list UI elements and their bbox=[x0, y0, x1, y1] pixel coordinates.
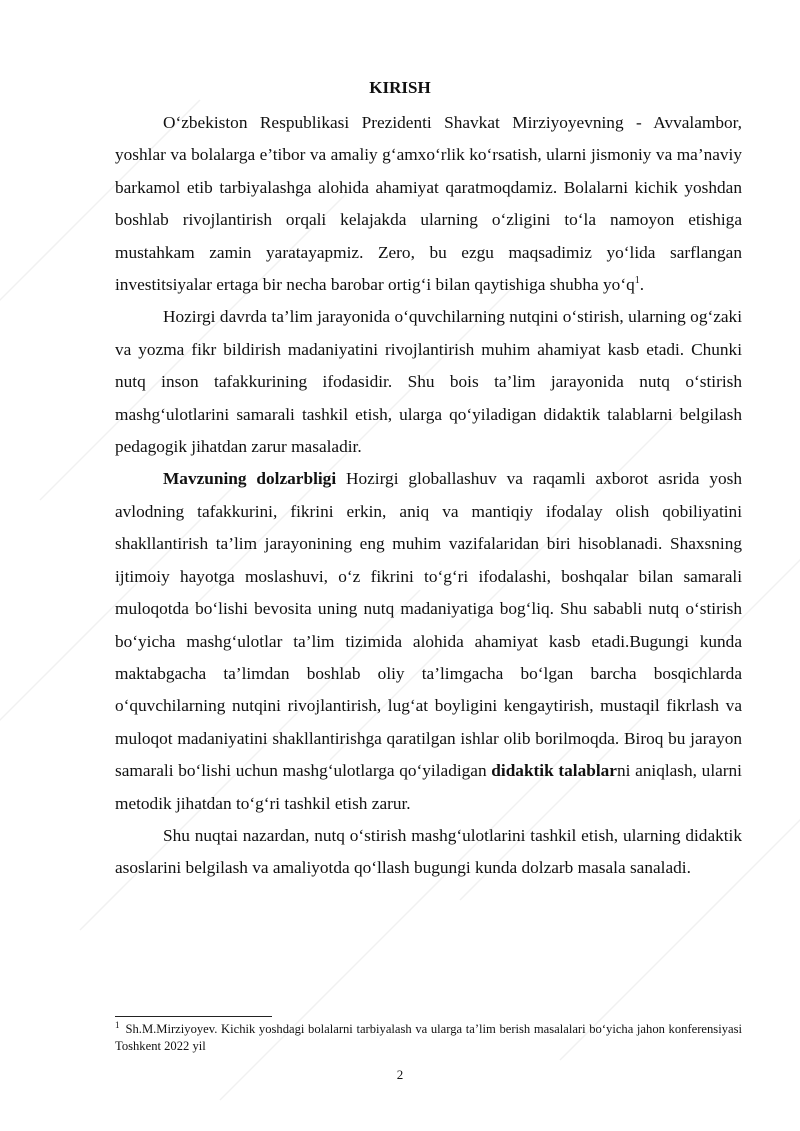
footnote-reference[interactable]: 1 bbox=[634, 275, 640, 287]
page-heading: KIRISH bbox=[369, 78, 431, 97]
relevance-label: Mavzuning dolzarbligi bbox=[163, 469, 337, 489]
relevance-text-b: ni aniqlash, ularni metodik jihatdan to‘g‘ri tashkil etish zarur. bbox=[115, 761, 742, 813]
paragraph-intro-text: O‘zbekiston Respublikasi Prezidenti Shavkat Mirziyoyevning - Avvalambor, yoshlar va bolalarga e’tibor va amaliy g‘amxo‘rlik ko‘rsatish, ularni jismoniy va ma’naviy barkamol etib tarbiyalashga alohida ahamiyat qaratmoqdamiz. Bolalarni kichik yoshdan boshlab rivojlantirish orqali kelajakda ularning o‘zligini to‘la namoyon etishiga mustahkam zamin yaratayapmiz. Zero, bu ezgu maqsadimiz yo‘lida sarflangan investitsiyalar ertaga bir necha barobar ortig‘i bilan qaytishiga shubha yo‘q bbox=[115, 113, 742, 295]
page-number: 2 bbox=[396, 1067, 404, 1082]
didactic-requirements-term: didaktik talablar bbox=[491, 761, 617, 781]
relevance-text-a: Hozirgi globallashuv va raqamli axborot asrida yosh avlodning tafakkurini, fikrini erkin, aniq va mantiqiy ifodalay olish qobiliyatini shakllantirish ta’lim jarayonining eng muhim vazifalaridan biri hisoblanadi. Shaxsning ijtimoiy hayotga moslashuvi, o‘z fikrini to‘g‘ri ifodalashi, boshqalar bilan samarali muloqotda bo‘lishi bevosita uning nutq madaniyatiga bog‘liq. Shu sababli nutq o‘stirish bo‘yicha mashg‘ulotlar ta’lim tizimida alohida ahamiyat kasb etadi.Bugungi kunda maktabgacha ta’limdan boshlab oliy ta’limgacha bo‘lgan barcha bosqichlarda o‘quvchilarning nutqini rivojlantirish, lug‘at boyligini kengaytirish, mustaqil fikrlash va muloqot madaniyatini shakllantirishga qaratilgan ishlar olib borilmoqda. Biroq bu jarayon samarali bo‘lishi uchun mashg‘ulotlarga qo‘yiladigan bbox=[115, 469, 742, 781]
paragraph-relevance bbox=[115, 463, 742, 819]
footnote-text: Sh.M.Mirziyoyev. Kichik yoshdagi bolalarni tarbiyalash va ularga ta’lim berish masalalari bo‘yicha jahon konferensiyasi Toshkent 2022 yil bbox=[115, 1022, 742, 1053]
paragraph-conclusion: Shu nuqtai nazardan, nutq o‘stirish mashg‘ulotlarini tashkil etish, ularning didaktik asoslarini belgilash va amaliyotda qo‘llash bugungi kunda dolzarb masala sanaladi. bbox=[115, 825, 742, 878]
footnote-number: 1 bbox=[115, 1019, 120, 1030]
footnote bbox=[115, 1021, 742, 1055]
paragraph-speech-development: Hozirgi davrda ta’lim jarayonida o‘quvchilarning nutqini o‘stirish, ularning og‘zaki va yozma fikr bildirish madaniyatini rivojlantirish muhim ahamiyat kasb etadi. Chunki nutq inson tafakkurining ifodasidir. Shu bois ta’lim jarayonida nutq o‘stirish mashg‘ulotlarini samarali tashkil etish, ularga qo‘yiladigan didaktik talablarni belgilash pedagogik jihatdan zarur masaladir. bbox=[115, 307, 742, 457]
footnote-separator bbox=[115, 1016, 272, 1017]
paragraph-intro-end: . bbox=[639, 275, 645, 295]
document-body bbox=[115, 107, 742, 885]
paragraph-intro bbox=[115, 107, 742, 301]
